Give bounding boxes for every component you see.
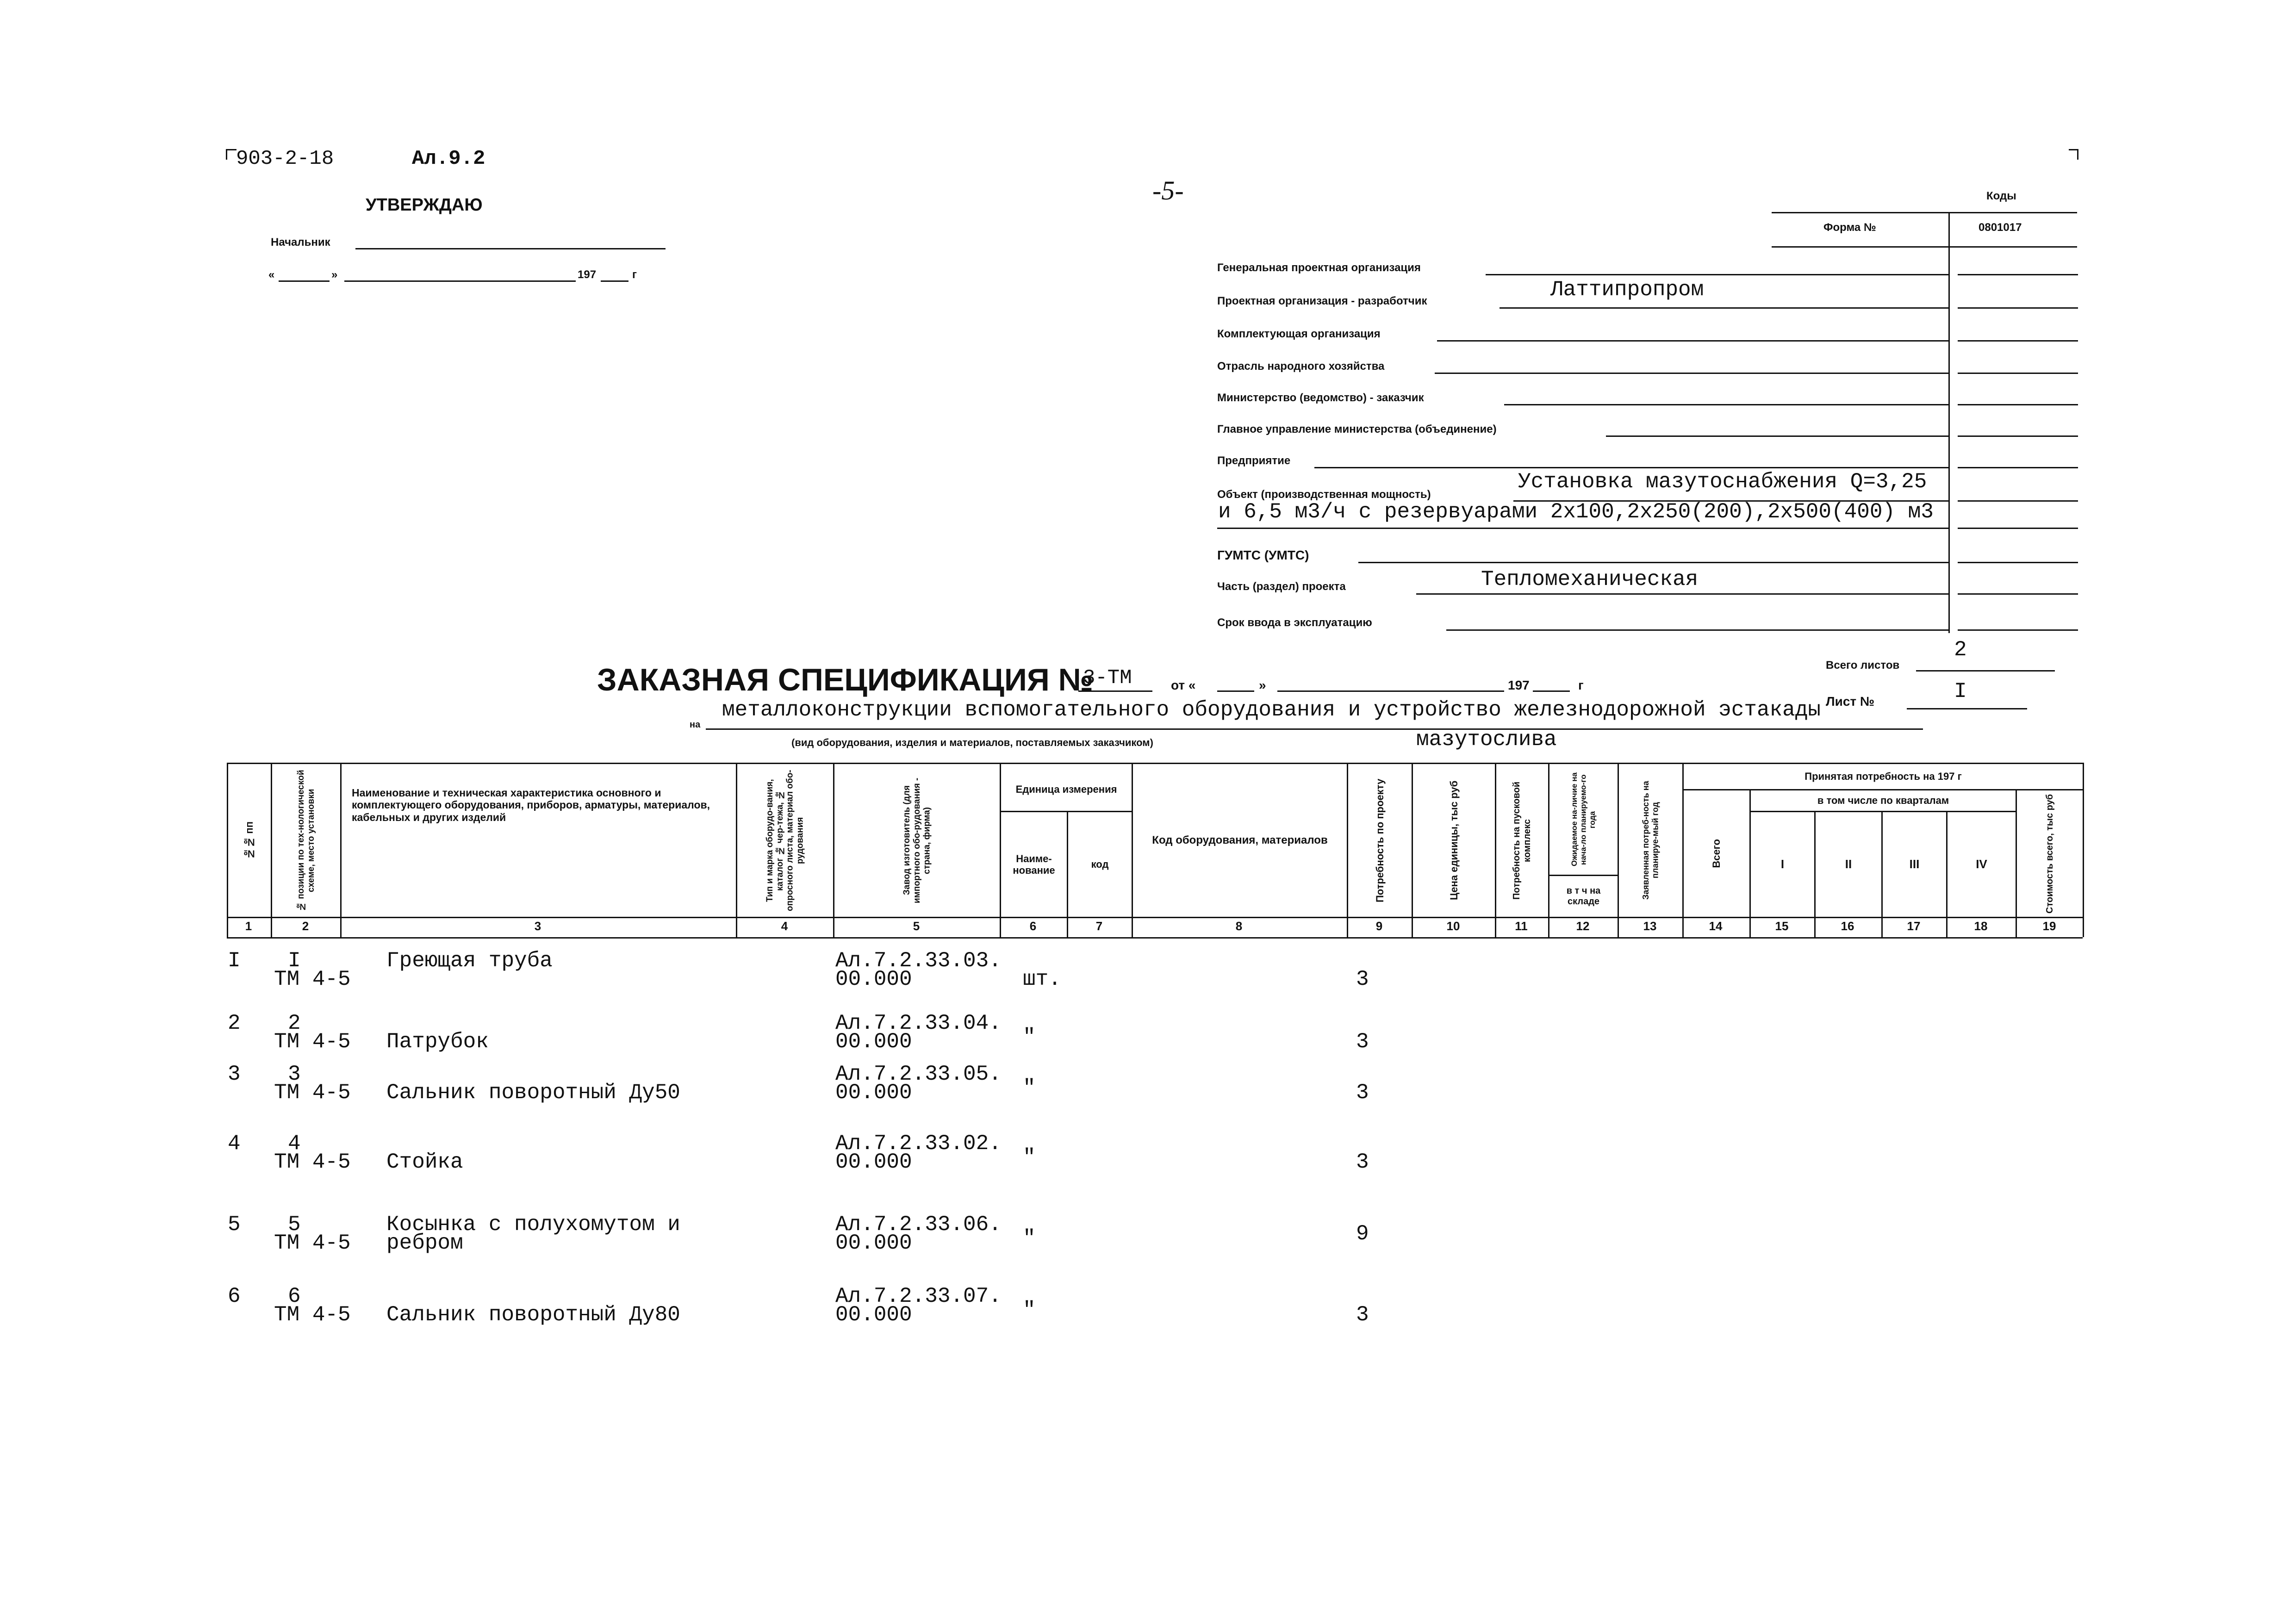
row-position-sheet: ТМ 4-5 xyxy=(274,1030,351,1054)
row-type: Ал.7.2.33.04. xyxy=(835,1011,1002,1035)
row-number: 2 xyxy=(228,1011,241,1035)
header-unit: Единица измерения xyxy=(1015,784,1117,796)
row-name-line2: Патрубок xyxy=(386,1030,489,1054)
col-sep-2 xyxy=(340,763,342,937)
column-number: 14 xyxy=(1709,919,1723,933)
column-number: 17 xyxy=(1907,919,1921,933)
header-c7: код xyxy=(1091,858,1109,871)
row-name-line2: Сальник поворотный Ду50 xyxy=(386,1081,680,1105)
part-value: Тепломеханическая xyxy=(1481,567,1699,591)
header-c8: Код оборудования, материалов xyxy=(1152,834,1328,847)
total-sheets-value: 2 xyxy=(1954,638,1967,662)
row-qty: 3 xyxy=(1356,1150,1369,1174)
enterprise-label: Предприятие xyxy=(1217,454,1291,467)
project-org-value: Латтипропром xyxy=(1550,278,1704,302)
project-org-line xyxy=(1500,307,1948,309)
chief-line xyxy=(355,248,666,249)
row-number: 6 xyxy=(228,1284,241,1308)
header-c5: Завод изготовитель (для импортного обо-рудования - страна, фирма) xyxy=(902,777,932,903)
general-org-code-line xyxy=(1958,274,2078,275)
row-unit: " xyxy=(1023,1298,1036,1322)
row-number: 5 xyxy=(228,1213,241,1237)
project-org-label: Проектная организация - разработчик xyxy=(1217,295,1427,307)
column-number: 9 xyxy=(1375,919,1383,933)
form-number-label: Форма № xyxy=(1823,221,1876,234)
gumts-line xyxy=(1358,562,1948,563)
column-number: 6 xyxy=(1029,919,1037,933)
object-value-1: Установка мазутоснабжения Q=3,25 xyxy=(1518,470,1927,494)
column-number: 8 xyxy=(1235,919,1243,933)
row-type-line2: 00.000 xyxy=(835,1081,912,1105)
header-c13: Заявленная потреб-ность на планируе-мый год xyxy=(1641,781,1660,900)
branch-code-line xyxy=(1958,373,2078,374)
header-q4: IV xyxy=(1976,857,1987,871)
column-number: 16 xyxy=(1841,919,1854,933)
chief-label: Начальник xyxy=(271,236,330,249)
column-number: 2 xyxy=(302,919,309,933)
spec-subject-2: мазутослива xyxy=(1416,728,1557,752)
column-number: 1 xyxy=(245,919,252,933)
part-code-line xyxy=(1958,593,2078,595)
main-dept-line xyxy=(1606,435,1948,437)
spec-day-line xyxy=(1217,690,1254,692)
form-bottom-line xyxy=(1772,246,2077,248)
approve-heading: УТВЕРЖДАЮ xyxy=(366,195,483,215)
spec-year-line xyxy=(1533,690,1570,692)
header-c4: Тип и марка оборудо-вания, каталог № чер-тежа, № опросного листа, материал обо-рудования xyxy=(765,770,805,911)
spec-subject-note: (вид оборудования, изделия и материалов, поставляемых заказчиком) xyxy=(791,737,1153,748)
column-number: 11 xyxy=(1515,919,1528,933)
row-type-line2: 00.000 xyxy=(835,1231,912,1255)
row-type: Ал.7.2.33.07. xyxy=(835,1284,1002,1308)
col-sep-19 xyxy=(2083,763,2084,937)
row-position: 4 xyxy=(288,1132,301,1156)
row-position-sheet: ТМ 4-5 xyxy=(274,1303,351,1327)
row-position-sheet: ТМ 4-5 xyxy=(274,1081,351,1105)
column-number: 18 xyxy=(1974,919,1988,933)
project-org-code-line xyxy=(1958,307,2078,309)
row-number: 3 xyxy=(228,1062,241,1086)
row-name-line2: Сальник поворотный Ду80 xyxy=(386,1303,680,1327)
header-c1: №№ пп xyxy=(243,821,255,860)
header-c6: Наиме-нование xyxy=(1013,852,1055,876)
main-dept-code-line xyxy=(1958,435,2078,437)
total-sheets-label: Всего листов xyxy=(1826,659,1900,672)
column-number: 3 xyxy=(534,919,541,933)
enterprise-code-line xyxy=(1958,467,2078,468)
complect-org-code-line xyxy=(1958,340,2078,342)
row-name: Греющая труба xyxy=(386,949,553,973)
spec-from-mid: » xyxy=(1259,678,1266,692)
row-qty: 3 xyxy=(1356,1081,1369,1105)
row-type: Ал.7.2.33.02. xyxy=(835,1132,1002,1156)
object-code-line-2 xyxy=(1958,528,2078,529)
spec-number: 3-ТМ xyxy=(1083,666,1132,690)
row-position: 3 xyxy=(288,1062,301,1086)
row-unit: " xyxy=(1023,1076,1036,1100)
header-accepted: Принятая потребность на 197 г xyxy=(1804,771,1962,783)
object-code-line-1 xyxy=(1958,500,2078,502)
row-number: I xyxy=(228,949,241,973)
column-number: 12 xyxy=(1576,919,1590,933)
ministry-label: Министерство (ведомство) - заказчик xyxy=(1217,392,1424,404)
header-c12b: в т ч на складе xyxy=(1566,886,1601,907)
part-line xyxy=(1416,593,1948,595)
header-c19: Стоимость всего, тыс руб xyxy=(2044,794,2055,914)
row-position-sheet: ТМ 4-5 xyxy=(274,967,351,991)
deadline-label: Срок ввода в эксплуатацию xyxy=(1217,616,1372,629)
approve-month-line xyxy=(344,280,576,282)
row-type: Ал.7.2.33.05. xyxy=(835,1062,1002,1086)
ministry-code-line xyxy=(1958,404,2078,405)
column-number: 13 xyxy=(1643,919,1657,933)
row-name-line2: ребром xyxy=(386,1231,463,1255)
spec-from-label: от « xyxy=(1171,678,1196,692)
approve-year-line xyxy=(601,280,628,282)
column-number: 10 xyxy=(1446,919,1460,933)
object-value-2: и 6,5 м3/ч с резервуарами 2х100,2х250(200),2х500(400) м3 xyxy=(1218,500,1934,524)
main-dept-label: Главное управление министерства (объединение) xyxy=(1217,423,1497,435)
row-qty: 9 xyxy=(1356,1222,1369,1246)
table-header-bottom-line xyxy=(227,917,2083,918)
album-number: Ал.9.2 xyxy=(412,147,485,170)
codes-divider xyxy=(1948,212,1950,633)
row-name-line2: Стойка xyxy=(386,1150,463,1174)
row-unit: " xyxy=(1023,1226,1036,1250)
corner-mark-top-right xyxy=(2069,149,2078,160)
codes-header: Коды xyxy=(1986,190,2016,202)
spec-title: ЗАКАЗНАЯ СПЕЦИФИКАЦИЯ № xyxy=(597,662,1094,697)
spec-on-label: на xyxy=(690,720,701,730)
header-c3: Наименование и техническая характеристика основного и комплектующего оборудования, приборов, арматуры, материалов, кабельных и других изделий xyxy=(352,787,710,823)
spec-year: 197 xyxy=(1508,678,1530,692)
codes-top-line xyxy=(1772,212,2077,213)
approve-day-line xyxy=(279,280,330,282)
row-qty: 3 xyxy=(1356,1303,1369,1327)
header-c2: № позиции по тех-нологической схеме, место установки xyxy=(296,770,316,911)
column-number: 5 xyxy=(913,919,920,933)
header-c9: Потребность по проекту xyxy=(1374,778,1386,902)
spec-month-line xyxy=(1277,690,1504,692)
general-org-label: Генеральная проектная организация xyxy=(1217,261,1421,274)
row-position: 2 xyxy=(288,1011,301,1035)
row-qty: 3 xyxy=(1356,967,1369,991)
row-position: 6 xyxy=(288,1284,301,1308)
approve-date-mid: » xyxy=(331,268,338,281)
sheet-line xyxy=(1907,708,2027,709)
object-label: Объект (производственная мощность) xyxy=(1217,488,1431,501)
row-unit: " xyxy=(1023,1025,1036,1049)
column-number: 4 xyxy=(781,919,788,933)
object-line-2 xyxy=(1217,528,1948,529)
approve-year-suffix: г xyxy=(632,268,637,281)
row-type-line2: 00.000 xyxy=(835,967,912,991)
branch-label: Отрасль народного хозяйства xyxy=(1217,360,1385,373)
column-number: 19 xyxy=(2042,919,2056,933)
row-type: Ал.7.2.33.03. xyxy=(835,949,1002,973)
general-org-line xyxy=(1486,274,1948,275)
row-type-line2: 00.000 xyxy=(835,1150,912,1174)
project-code: 903-2-18 xyxy=(236,147,334,170)
row-position: 5 xyxy=(288,1213,301,1237)
approve-date-open: « xyxy=(268,268,275,281)
part-label: Часть (раздел) проекта xyxy=(1217,580,1346,593)
gumts-label: ГУМТС (УМТС) xyxy=(1217,548,1309,562)
approve-year: 197 xyxy=(578,268,597,281)
header-q2: II xyxy=(1845,857,1852,871)
spec-year-suffix: г xyxy=(1578,678,1584,692)
sheet-value: I xyxy=(1954,679,1967,703)
header-c12a: Ожидаемое на-личие на нача-ло планируемо-го года xyxy=(1570,772,1597,866)
deadline-code-line xyxy=(1958,629,2078,631)
row-position: I xyxy=(288,949,301,973)
column-number: 7 xyxy=(1095,919,1103,933)
page-number: -5- xyxy=(1152,175,1184,205)
header-c10: Цена единицы, тыс руб xyxy=(1448,780,1460,901)
spec-subject-1: металлоконструкции вспомогательного оборудования и устройство железнодорожной эстакады xyxy=(722,698,1821,722)
header-c14: Всего xyxy=(1711,839,1723,868)
header-q3: III xyxy=(1909,857,1920,871)
spec-subject-line xyxy=(706,728,1923,730)
row-type-line2: 00.000 xyxy=(835,1303,912,1327)
deadline-line xyxy=(1446,629,1948,631)
row-position-sheet: ТМ 4-5 xyxy=(274,1231,351,1255)
header-quarters: в том числе по кварталам xyxy=(1817,795,1949,807)
row-type: Ал.7.2.33.06. xyxy=(835,1213,1002,1237)
row-name: Косынка с полухомутом и xyxy=(386,1213,680,1237)
corner-mark-top-left xyxy=(226,149,236,160)
row-unit: " xyxy=(1023,1145,1036,1169)
row-type-line2: 00.000 xyxy=(835,1030,912,1054)
header-q1: I xyxy=(1780,857,1785,871)
form-number-value: 0801017 xyxy=(1979,221,2022,234)
sheet-label: Лист № xyxy=(1826,694,1875,709)
row-unit: шт. xyxy=(1023,967,1061,991)
row-qty: 3 xyxy=(1356,1030,1369,1054)
row-number: 4 xyxy=(228,1132,241,1156)
header-c11: Потребность на пусковой комплекс xyxy=(1512,781,1532,900)
branch-line xyxy=(1435,373,1948,374)
spec-number-line xyxy=(1078,690,1152,692)
row-position-sheet: ТМ 4-5 xyxy=(274,1150,351,1174)
total-sheets-line xyxy=(1916,670,2055,672)
ministry-line xyxy=(1504,404,1948,405)
complect-org-line xyxy=(1437,340,1948,342)
gumts-code-line xyxy=(1958,562,2078,563)
column-number: 15 xyxy=(1775,919,1789,933)
enterprise-line xyxy=(1314,467,1948,468)
complect-org-label: Комплектующая организация xyxy=(1217,328,1381,340)
table-colnum-bottom-line xyxy=(227,937,2083,939)
